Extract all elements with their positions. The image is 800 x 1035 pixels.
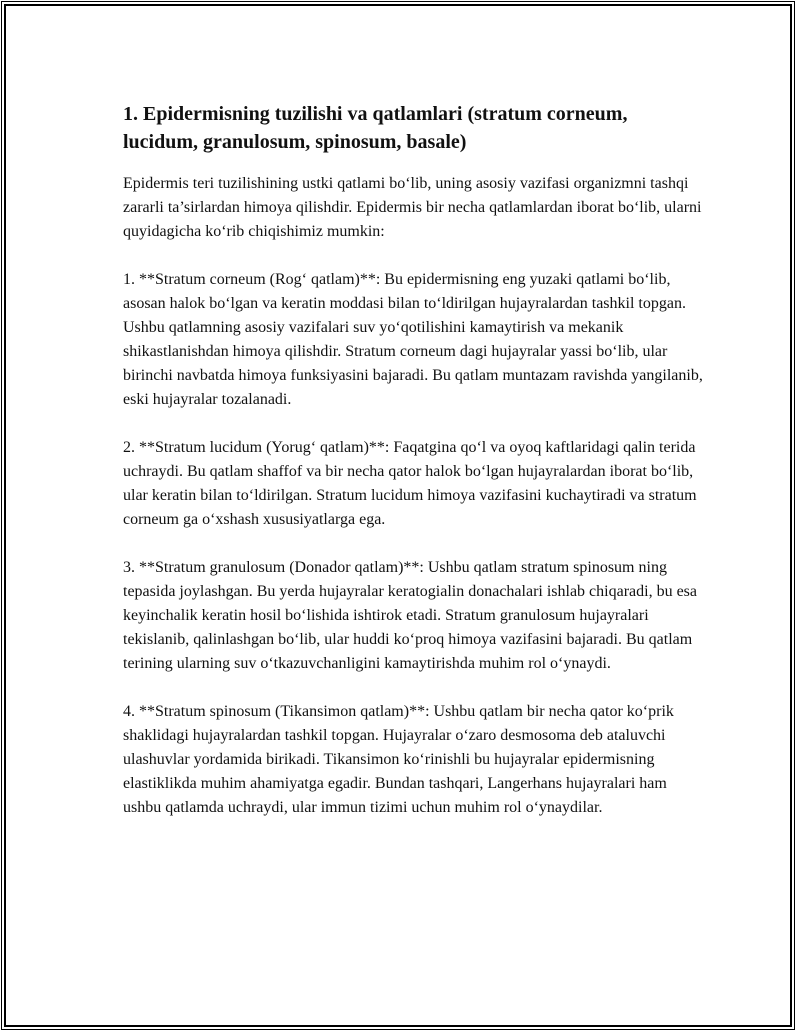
page-frame bbox=[4, 4, 792, 1027]
intro-paragraph: Epidermis teri tuzilishining ustki qatlami bo‘lib, uning asosiy vazifasi organizmni tashqi zararli ta’sirlardan himoya qilishdir. Epidermis bir necha qatlamlardan iborat bo‘lib, ularni quyidagicha ko‘rib chiqishimiz mumkin: bbox=[123, 175, 702, 240]
paragraph-stratum-spinosum: 4. **Stratum spinosum (Tikansimon qatlam)**: Ushbu qatlam bir necha qator ko‘prik shaklidagi hujayralardan tashkil topgan. Hujayralar o‘zaro desmosoma deb ataluvchi ulashuvlar yordamida birikadi. Tikansimon ko‘rinishli bu hujayralar epidermisning elastiklikda muhim ahamiyatga egadir. Bundan tashqari, Langerhans hujayralari ham ushbu qatlamda uchraydi, ular immun tizimi uchun muhim rol o‘ynaydilar. bbox=[123, 703, 674, 816]
paragraph-stratum-granulosum: 3. **Stratum granulosum (Donador qatlam)**: Ushbu qatlam stratum spinosum ning tepasida joylashgan. Bu yerda hujayralar keratogialin donachalari ishlab chiqaradi, bu esa keyinchalik keratin hosil bo‘lishida ishtirok etadi. Stratum granulosum hujayralari tekislanib, qalinlashgan bo‘lib, ular huddi ko‘proq himoya vazifasini bajaradi. Bu qatlam terining ularning suv o‘tkazuvchanligini kamaytirishda muhim rol o‘ynaydi. bbox=[123, 559, 698, 672]
section-title: 1. Epidermisning tuzilishi va qatlamlari (stratum corneum, lucidum, granulosum, spinosum, basale) bbox=[123, 103, 628, 153]
paragraph-stratum-corneum: 1. **Stratum corneum (Rog‘ qatlam)**: Bu epidermisning eng yuzaki qatlami bo‘lib, asosan halok bo‘lgan va keratin moddasi bilan to‘ldirilgan hujayralardan tashkil topgan. Ushbu qatlamning asosiy vazifalari suv yo‘qotilishini kamaytirish va mekanik shikastlanishdan himoya qilishdir. Stratum corneum dagi hujayralar yassi bo‘lib, ular birinchi navbatda himoya funksiyasini bajaradi. Bu qatlam muntazam ravishda yangilanib, eski hujayralar tozalanadi. bbox=[123, 271, 703, 408]
paragraph-stratum-lucidum: 2. **Stratum lucidum (Yorug‘ qatlam)**: Faqatgina qo‘l va oyoq kaftlaridagi qalin terida uchraydi. Bu qatlam shaffof va bir necha qator halok bo‘lgan hujayralardan iborat bo‘lib, ular keratin bilan to‘ldirilgan. Stratum lucidum himoya vazifasini kuchaytiradi va stratum corneum ga o‘xshash xususiyatlarga ega. bbox=[123, 439, 697, 528]
document-body bbox=[123, 100, 703, 844]
